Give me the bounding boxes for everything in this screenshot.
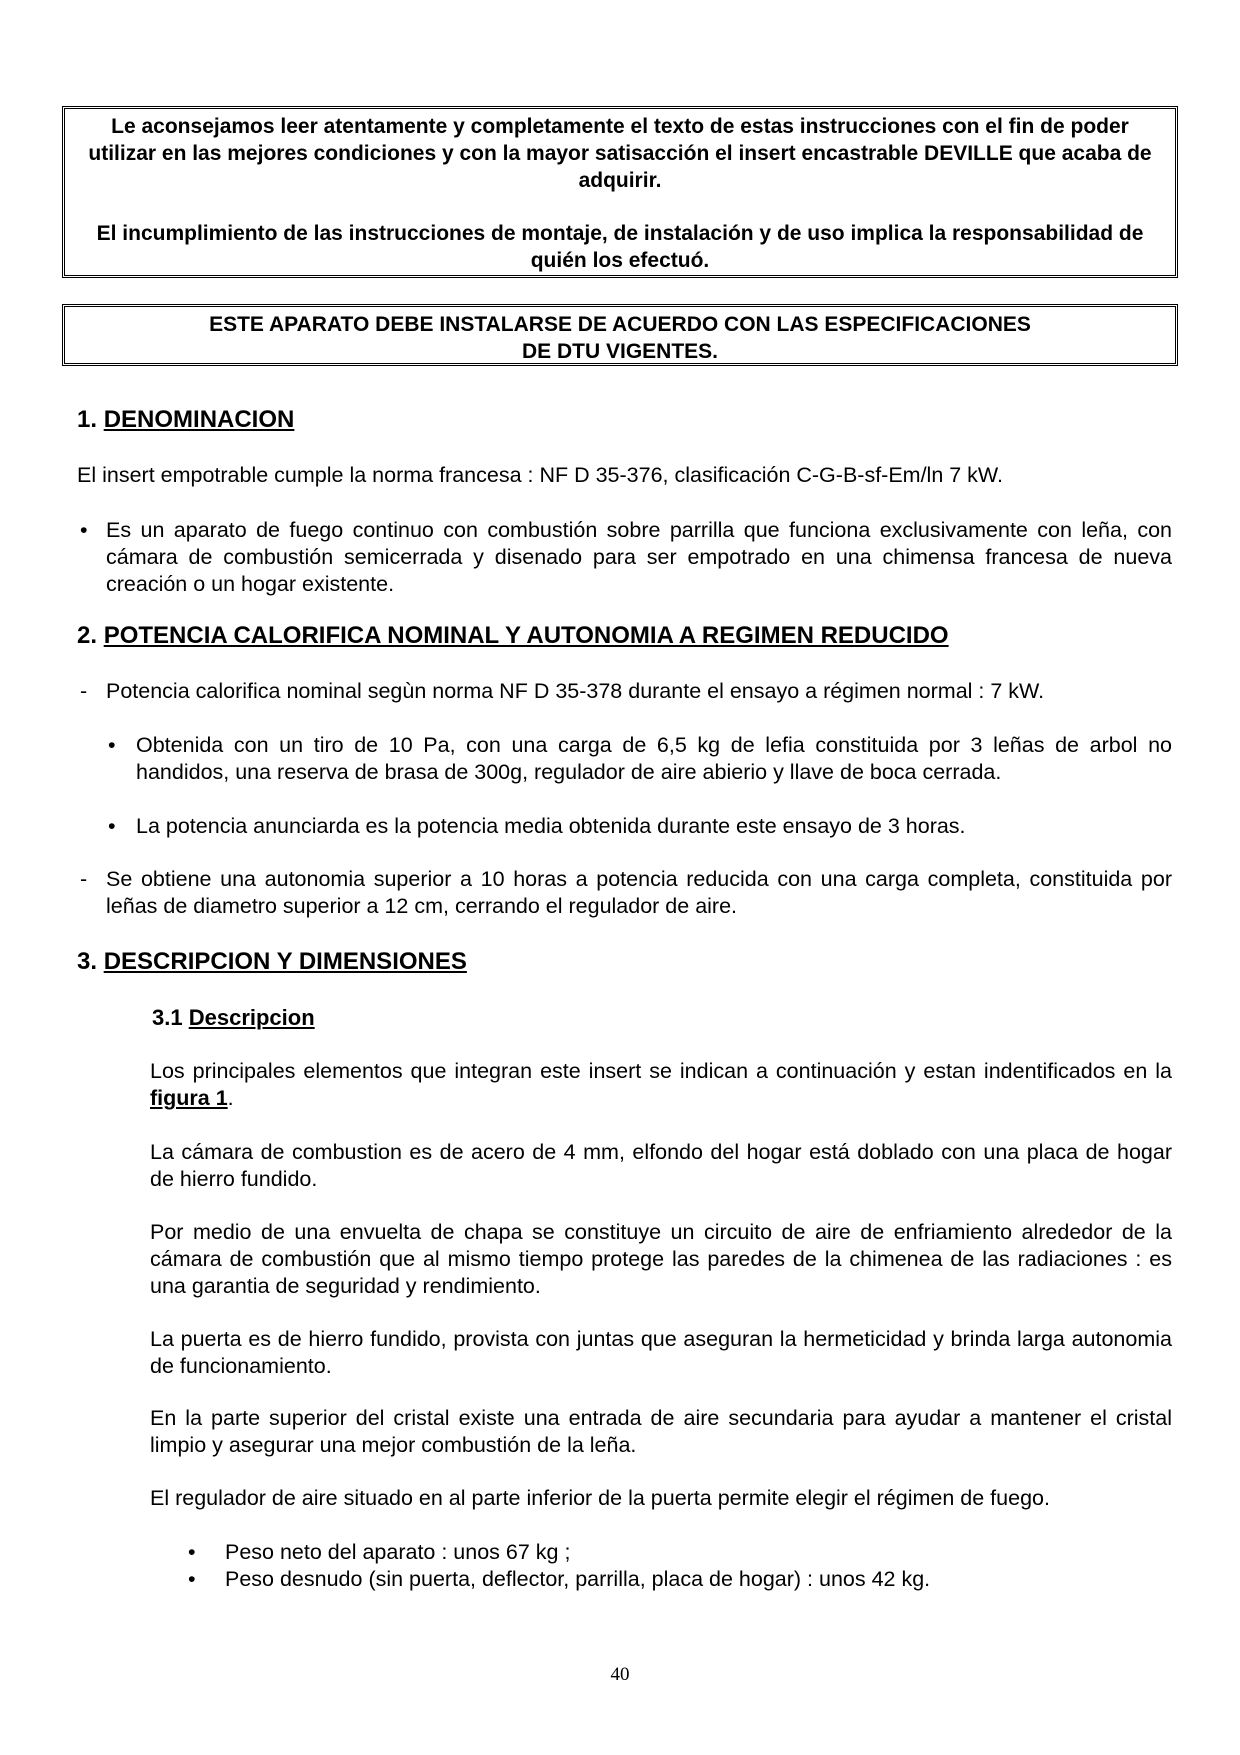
subsection-3-1-heading	[152, 1004, 315, 1032]
description-paragraph-5: En la parte superior del cristal existe una entrada de aire secundaria para ayudar a mantener el cristal limpio y asegurar una mejor combustión de la leña.	[150, 1406, 1172, 1457]
dash-marker: -	[80, 867, 88, 891]
dash-marker: -	[80, 679, 88, 703]
section-2-dash-2: Se obtiene una autonomia superior a 10 horas a potencia reducida con una carga completa, constituida por leñas de diametro superior a 12 cm, cerrando el regulador de aire.	[106, 867, 1172, 918]
weight-item: Peso neto del aparato : unos 67 kg ;	[225, 1540, 571, 1564]
section-1-title: DENOMINACION	[103, 406, 295, 433]
warning-line-1: ESTE APARATO DEBE INSTALARSE DE ACUERDO CON LAS ESPECIFICACIONES	[209, 313, 1031, 336]
weight-item: Peso desnudo (sin puerta, deflector, parrilla, placa de hogar) : unos 42 kg.	[225, 1567, 931, 1591]
subsection-title: Descripcion	[188, 1005, 315, 1030]
description-paragraph-2: La cámara de combustion es de acero de 4 mm, elfondo del hogar está doblado con una placa de hogar de hierro fundido.	[150, 1140, 1172, 1191]
section-2-bullet-2: La potencia anunciarda es la potencia media obtenida durante este ensayo de 3 horas.	[136, 814, 966, 838]
description-paragraph-1	[150, 1058, 1172, 1112]
description-text: Los principales elementos que integran este insert se indican a continuación y estan indentificados en la	[150, 1059, 1172, 1083]
bullet-marker: •	[108, 814, 116, 838]
notice-paragraph-1: Le aconsejamos leer atentamente y completamente el texto de estas instrucciones con el fin de poder utilizar en las mejores condiciones y con la mayor satisacción el insert encastrable DEVILLE que acaba de adquirir.	[88, 115, 1152, 192]
section-1-bullet: Es un aparato de fuego continuo con combustión sobre parrilla que funciona exclusivamente con leña, con cámara de combustión semicerrada y disenado para ser empotrado en una chimensa francesa de nueva creación o un hogar existente.	[106, 518, 1172, 596]
warning-box	[62, 304, 1178, 366]
section-3-title: DESCRIPCION Y DIMENSIONES	[103, 948, 467, 975]
notice-box	[62, 106, 1178, 278]
section-2-bullet-1: Obtenida con un tiro de 10 Pa, con una carga de 6,5 kg de lefia constituida por 3 leñas de arbol no handidos, una reserva de brasa de 300g, regulador de aire abierio y llave de boca cerrada.	[136, 733, 1172, 784]
description-paragraph-3: Por medio de una envuelta de chapa se constituye un circuito de aire de enfriamiento alrededor de la cámara de combustión que al mismo tiempo protege las paredes de la chimenea de las radiaciones : es una garantia de seguridad y rendimiento.	[150, 1220, 1172, 1298]
page-number: 40	[610, 1664, 630, 1685]
subsection-number: 3.1	[152, 1005, 183, 1030]
section-1-intro: El insert empotrable cumple la norma francesa : NF D 35-376, clasificación C-G-B-sf-Em/ln 7 kW.	[77, 463, 1004, 487]
section-3-number: 3.	[77, 948, 98, 975]
bullet-marker: •	[108, 733, 116, 757]
description-paragraph-4: La puerta es de hierro fundido, provista con juntas que aseguran la hermeticidad y brinda larga autonomia de funcionamiento.	[150, 1327, 1172, 1378]
section-2-dash-1: Potencia calorifica nominal segùn norma NF D 35-378 durante el ensayo a régimen normal : 7 kW.	[106, 679, 1045, 703]
bullet-marker: •	[80, 518, 88, 542]
section-3-heading	[77, 947, 467, 977]
section-2-number: 2.	[77, 622, 98, 649]
warning-line-2: DE DTU VIGENTES.	[521, 340, 719, 363]
section-1-number: 1.	[77, 406, 98, 433]
section-1-heading	[77, 405, 294, 435]
notice-paragraph-2: El incumplimiento de las instrucciones de montaje, de instalación y de uso implica la responsabilidad de quién los efectuó.	[96, 222, 1144, 272]
figure-1-link[interactable]: figura 1	[150, 1086, 228, 1110]
section-2-heading	[77, 621, 949, 651]
description-paragraph-6: El regulador de aire situado en al parte inferior de la puerta permite elegir el régimen de fuego.	[150, 1486, 1050, 1510]
bullet-marker: •	[188, 1567, 196, 1591]
section-2-title: POTENCIA CALORIFICA NOMINAL Y AUTONOMIA A REGIMEN REDUCIDO	[103, 622, 949, 649]
bullet-marker: •	[188, 1540, 196, 1564]
description-text-end: .	[227, 1086, 234, 1110]
